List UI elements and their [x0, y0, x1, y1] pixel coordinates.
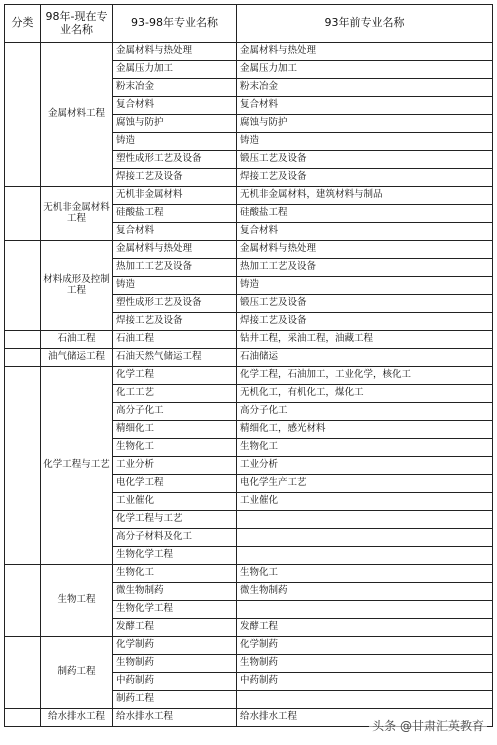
name-93-98: 金属材料与热处理: [113, 241, 237, 259]
name-93-98: 硅酸盐工程: [113, 205, 237, 223]
major-names-table: [4, 4, 493, 727]
table-row: [5, 367, 493, 385]
name-pre93: [237, 547, 493, 565]
name-pre93: 复合材料: [237, 223, 493, 241]
name-93-98: 复合材料: [113, 223, 237, 241]
name-93-98: 工业催化: [113, 493, 237, 511]
name-pre93: 腐蚀与防护: [237, 115, 493, 133]
name-pre93: [237, 691, 493, 709]
name-93-98: 中药制药: [113, 673, 237, 691]
name-pre93: 生物化工: [237, 565, 493, 583]
name-93-98: 焊接工艺及设备: [113, 169, 237, 187]
name-93-98: 化工工艺: [113, 385, 237, 403]
name-pre93: 热加工工艺及设备: [237, 259, 493, 277]
name-pre93: 微生物制药: [237, 583, 493, 601]
name-pre93: 锻压工艺及设备: [237, 151, 493, 169]
name-pre93: 粉末冶金: [237, 79, 493, 97]
name-pre93: 电化学生产工艺: [237, 475, 493, 493]
name-pre93: 硅酸盐工程: [237, 205, 493, 223]
name-pre93: [237, 529, 493, 547]
name-93-98: 金属材料与热处理: [113, 43, 237, 61]
name-pre93: 化学制药: [237, 637, 493, 655]
category-name: 给水排水工程: [41, 709, 113, 727]
table-row: [5, 331, 493, 349]
name-93-98: 生物化工: [113, 439, 237, 457]
category-name: 石油工程: [41, 331, 113, 349]
table-row: [5, 565, 493, 583]
name-pre93: 锻压工艺及设备: [237, 295, 493, 313]
category-name: 生物工程: [41, 565, 113, 637]
name-93-98: 金属压力加工: [113, 61, 237, 79]
group-spacer: [5, 187, 41, 241]
name-pre93: 复合材料: [237, 97, 493, 115]
name-pre93: 铸造: [237, 133, 493, 151]
name-93-98: 发酵工程: [113, 619, 237, 637]
group-spacer: [5, 331, 41, 349]
name-93-98: 铸造: [113, 133, 237, 151]
header-pre93-name: 93年前专业名称: [237, 5, 493, 43]
name-93-98: 化学工程与工艺: [113, 511, 237, 529]
group-spacer: [5, 565, 41, 637]
name-pre93: 石油储运: [237, 349, 493, 367]
name-93-98: 塑性成形工艺及设备: [113, 151, 237, 169]
name-pre93: 钻井工程，采油工程，油藏工程: [237, 331, 493, 349]
name-93-98: 腐蚀与防护: [113, 115, 237, 133]
table-row: [5, 241, 493, 259]
name-pre93: 金属材料与热处理: [237, 43, 493, 61]
table-row: [5, 349, 493, 367]
category-name: 化学工程与工艺: [41, 367, 113, 565]
name-93-98: 高分子化工: [113, 403, 237, 421]
name-93-98: 复合材料: [113, 97, 237, 115]
header-category: 分类: [5, 5, 41, 43]
name-93-98: 工业分析: [113, 457, 237, 475]
group-spacer: [5, 349, 41, 367]
name-93-98: 化学制药: [113, 637, 237, 655]
table-row: [5, 637, 493, 655]
name-93-98: 生物化工: [113, 565, 237, 583]
name-93-98: 石油天然气储运工程: [113, 349, 237, 367]
group-spacer: [5, 637, 41, 709]
group-spacer: [5, 43, 41, 187]
name-pre93: 高分子化工: [237, 403, 493, 421]
table-body: [5, 43, 493, 727]
name-93-98: 铸造: [113, 277, 237, 295]
name-pre93: 工业分析: [237, 457, 493, 475]
name-pre93: 焊接工艺及设备: [237, 169, 493, 187]
name-93-98: 电化学工程: [113, 475, 237, 493]
name-pre93: [237, 601, 493, 619]
name-93-98: 给水排水工程: [113, 709, 237, 727]
category-name: 油气储运工程: [41, 349, 113, 367]
name-pre93: 生物制药: [237, 655, 493, 673]
name-pre93: 金属材料与热处理: [237, 241, 493, 259]
name-93-98: 生物化学工程: [113, 601, 237, 619]
name-pre93: 工业催化: [237, 493, 493, 511]
name-pre93: 无机非金属材料，建筑材料与制品: [237, 187, 493, 205]
table-row: [5, 187, 493, 205]
name-pre93: 生物化工: [237, 439, 493, 457]
group-spacer: [5, 709, 41, 727]
header-row: [5, 5, 493, 43]
name-pre93: 焊接工艺及设备: [237, 313, 493, 331]
category-name: 金属材料工程: [41, 43, 113, 187]
name-93-98: 生物化学工程: [113, 547, 237, 565]
name-93-98: 焊接工艺及设备: [113, 313, 237, 331]
name-93-98: 微生物制药: [113, 583, 237, 601]
name-pre93: 无机化工，有机化工，煤化工: [237, 385, 493, 403]
name-pre93: 铸造: [237, 277, 493, 295]
name-pre93: 中药制药: [237, 673, 493, 691]
group-spacer: [5, 367, 41, 565]
name-93-98: 粉末冶金: [113, 79, 237, 97]
name-pre93: 给水排水工程: [237, 709, 493, 727]
name-93-98: 制药工程: [113, 691, 237, 709]
name-93-98: 无机非金属材料: [113, 187, 237, 205]
name-pre93: 精细化工，感光材料: [237, 421, 493, 439]
name-93-98: 石油工程: [113, 331, 237, 349]
name-pre93: 化学工程，石油加工，工业化学，核化工: [237, 367, 493, 385]
watermark: 头条 @甘肃汇英教育: [369, 716, 487, 735]
category-name: 无机非金属材料工程: [41, 187, 113, 241]
name-pre93: [237, 511, 493, 529]
group-spacer: [5, 241, 41, 331]
header-93-98-name: 93-98年专业名称: [113, 5, 237, 43]
name-93-98: 热加工工艺及设备: [113, 259, 237, 277]
category-name: 材料成形及控制工程: [41, 241, 113, 331]
category-name: 制药工程: [41, 637, 113, 709]
name-pre93: 金属压力加工: [237, 61, 493, 79]
name-pre93: 发酵工程: [237, 619, 493, 637]
name-93-98: 高分子材料及化工: [113, 529, 237, 547]
name-93-98: 生物制药: [113, 655, 237, 673]
name-93-98: 塑性成形工艺及设备: [113, 295, 237, 313]
table-row: [5, 43, 493, 61]
name-93-98: 精细化工: [113, 421, 237, 439]
header-current-name: 98年-现在专业名称: [41, 5, 113, 43]
name-93-98: 化学工程: [113, 367, 237, 385]
